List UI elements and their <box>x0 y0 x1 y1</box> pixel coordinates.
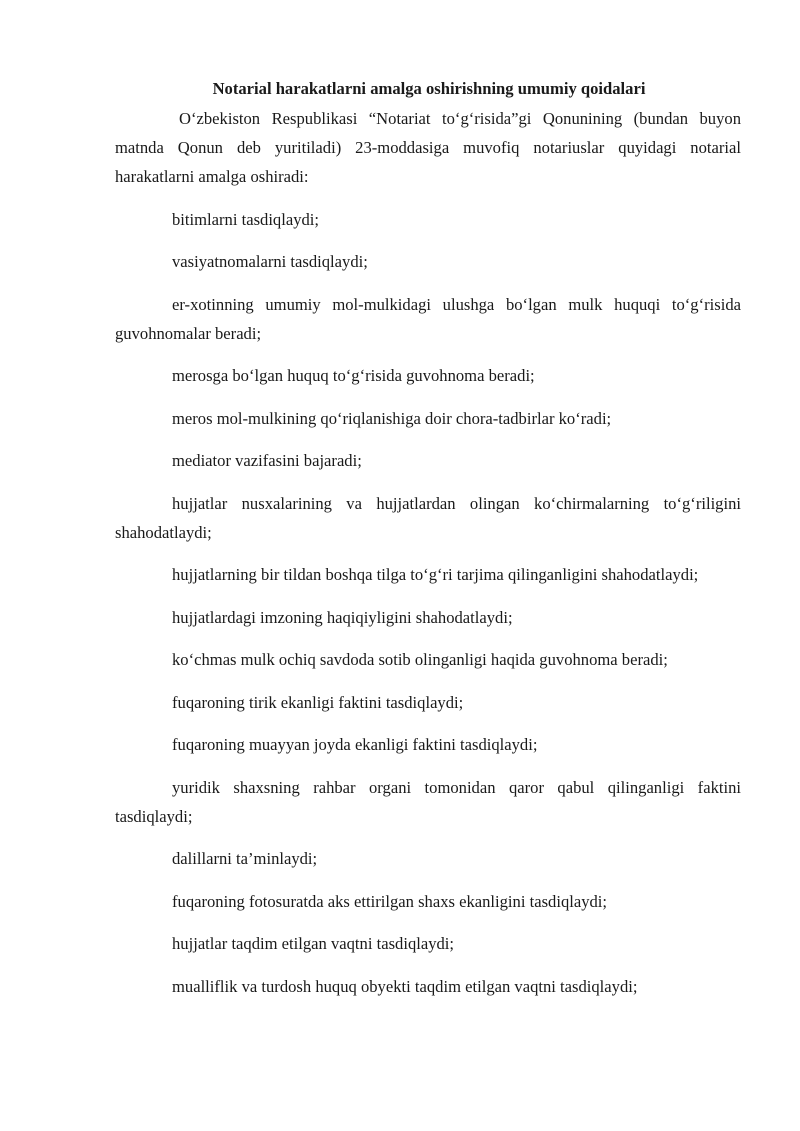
list-item: fuqaroning tirik ekanligi faktini tasdiqlaydi; <box>172 692 464 712</box>
intro-paragraph: O‘zbekiston Respublikasi “Notariat to‘g‘risida”gi Qonunining (bundan buyon matnda Qonun deb yuritiladi) 23-moddasiga muvofiq notariuslar quyidagi notarial harakatlarni amalga oshiradi: <box>115 109 741 186</box>
list-item: fuqaroning muayyan joyda ekanligi faktini tasdiqlaydi; <box>172 735 538 754</box>
list-item: yuridik shaxsning rahbar organi tomonidan qaror qabul qilinganligi faktini tasdiqlaydi; <box>115 777 741 826</box>
list-item: hujjatlar nusxalarining va hujjatlardan olingan ko‘chirmalarning to‘g‘riligini shahodatlaydi; <box>115 493 741 542</box>
list-item: hujjatlarning bir tildan boshqa tilga to‘g‘ri tarjima qilinganligini shahodatlaydi; <box>172 565 699 584</box>
document-page <box>115 74 741 1014</box>
list-item: vasiyatnomalarni tasdiqlaydi; <box>172 252 368 271</box>
list-item: meros mol-mulkining qo‘riqlanishiga doir chora-tadbirlar ko‘radi; <box>172 408 612 428</box>
list-item: bitimlarni tasdiqlaydi; <box>172 209 320 229</box>
list-item: ko‘chmas mulk ochiq savdoda sotib olinganligi haqida guvohnoma beradi; <box>172 650 668 669</box>
list-item: mediator vazifasini bajaradi; <box>172 451 362 470</box>
list-item: dalillarni ta’minlaydi; <box>172 849 318 868</box>
list-item: er-xotinning umumiy mol-mulkidagi ulushga bo‘lgan mulk huquqi to‘g‘risida guvohnomalar beradi; <box>115 294 741 343</box>
list-item: fuqaroning fotosuratda aks ettirilgan shaxs ekanligini tasdiqlaydi; <box>172 891 608 911</box>
list-item: mualliflik va turdosh huquq obyekti taqdim etilgan vaqtni tasdiqlaydi; <box>172 976 638 996</box>
document-title: Notarial harakatlarni amalga oshirishning umumiy qoidalari <box>212 79 646 98</box>
list-item: hujjatlar taqdim etilgan vaqtni tasdiqlaydi; <box>172 934 455 953</box>
list-item: merosga bo‘lgan huquq to‘g‘risida guvohnoma beradi; <box>172 366 535 385</box>
list-item: hujjatlardagi imzoning haqiqiyligini shahodatlaydi; <box>172 607 513 627</box>
